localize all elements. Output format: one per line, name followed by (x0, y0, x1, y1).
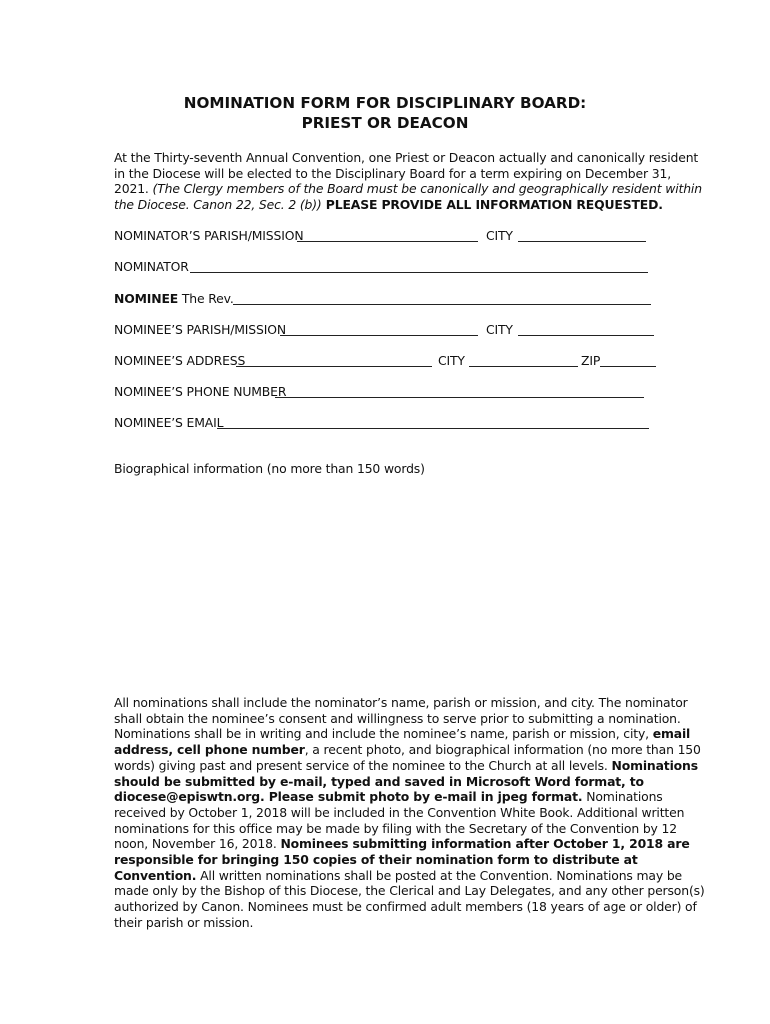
instructions-line (114, 789, 663, 805)
instructions-bold-text: Nominations (611, 757, 698, 773)
nominee-city-field[interactable] (518, 335, 654, 336)
instructions-line (114, 852, 659, 868)
instructions-text: Nominations shall be in writing and include the nominee’s name, parish or mission, city, (114, 726, 653, 742)
city-label: CITY (438, 353, 465, 368)
instructions-text: noon, November 16, 2018. (114, 836, 281, 852)
biographical-info-label: Biographical information (no more than 150 words) (114, 461, 425, 476)
intro-text: 2021. (114, 181, 153, 197)
instructions-line: made only by the Bishop of this Diocese, the Clerical and Lay Delegates, and any other person(s) (114, 883, 705, 899)
nominee-parish-label: NOMINEE’S PARISH/MISSION (114, 322, 286, 337)
city-label: CITY (486, 322, 513, 337)
instructions-line: their parish or mission. (114, 914, 254, 930)
intro-line (114, 181, 702, 197)
nominee-phone-row (114, 384, 659, 402)
zip-label: ZIP (581, 353, 601, 368)
instructions-bold-text: Convention. (114, 867, 197, 883)
nominee-parish-field[interactable] (280, 335, 478, 336)
instructions-bold-text: address, cell phone number (114, 742, 305, 758)
instructions-bold-text: responsible for bringing 150 copies of their nomination form to distribute at (114, 852, 638, 868)
submission-email-text: diocese@episwtn.org. Please submit photo by e-mail in jpeg format. (114, 789, 583, 805)
nominator-parish-row (114, 228, 659, 246)
nominee-field[interactable] (233, 304, 651, 305)
nominee-address-label: NOMINEE’S ADDRESS (114, 353, 246, 368)
intro-line (114, 196, 663, 213)
nominee-email-row (114, 415, 659, 433)
nominee-address-row (114, 353, 659, 371)
intro-line: in the Diocese will be elected to the Disciplinary Board for a term expiring on December 31, (114, 165, 671, 181)
instructions-text: Nominations (582, 789, 663, 805)
intro-line: At the Thirty-seventh Annual Convention, one Priest or Deacon actually and canonically resident (114, 150, 699, 165)
form-title-line1: NOMINATION FORM FOR DISCIPLINARY BOARD: (183, 94, 587, 112)
intro-italic-text: the Diocese. Canon 22, Sec. 2 (b)) (114, 196, 322, 212)
instructions-line (114, 742, 701, 758)
instructions-text: words) giving past and present service of the nominee to the Church at all levels. (114, 757, 612, 773)
instructions-bold-text: Nominees submitting information after October 1, 2018 are (280, 836, 690, 852)
nominee-row (114, 291, 659, 309)
nominee-label (114, 291, 234, 306)
instructions-line (114, 867, 683, 884)
nominee-email-label: NOMINEE’S EMAIL (114, 415, 224, 430)
intro-instruction: PLEASE PROVIDE ALL INFORMATION REQUESTED. (321, 196, 663, 212)
instructions-line (114, 757, 698, 774)
instructions-line: authorized by Canon. Nominees must be confirmed adult members (18 years of age or older) of (114, 899, 697, 915)
instructions-line (114, 774, 659, 790)
instructions-bold-text: should be submitted by e-mail, typed and saved in Microsoft Word format, to (114, 773, 644, 789)
nominee-phone-label: NOMINEE’S PHONE NUMBER (114, 384, 287, 399)
instructions-line: All nominations shall include the nominator’s name, parish or mission, and city. The nominator (114, 695, 688, 710)
nominee-phone-field[interactable] (275, 397, 644, 398)
nominator-parish-field[interactable] (297, 241, 478, 242)
instructions-text: All written nominations shall be posted at the Convention. Nominations may be (196, 867, 683, 883)
instructions-paragraph (114, 695, 705, 931)
nominator-city-field[interactable] (518, 241, 646, 242)
instructions-line: shall obtain the nominee’s consent and willingness to serve prior to submitting a nomination. (114, 710, 681, 726)
instructions-line (114, 836, 690, 852)
instructions-line: received by October 1, 2018 will be included in the Convention White Book. Additional written (114, 804, 685, 820)
instructions-bold-text: email (652, 726, 691, 742)
nominator-field[interactable] (190, 272, 648, 273)
nominee-address-field[interactable] (236, 366, 432, 367)
instructions-line (114, 726, 691, 742)
nominator-row (114, 259, 659, 277)
city-label: CITY (486, 228, 513, 243)
nominee-address-city-field[interactable] (469, 366, 578, 367)
instructions-line: nominations for this office may be made by filing with the Secretary of the Convention by 12 (114, 820, 677, 836)
intro-italic-text: (The Clergy members of the Board must be canonically and geographically resident within (152, 181, 702, 197)
nominee-title: The Rev. (178, 291, 234, 306)
instructions-text: , a recent photo, and biographical information (no more than 150 (304, 742, 701, 758)
nominee-parish-row (114, 322, 659, 340)
form-title-line2: PRIEST OR DEACON (301, 114, 469, 132)
intro-paragraph (114, 150, 702, 212)
nominator-parish-label: NOMINATOR’S PARISH/MISSION (114, 228, 304, 243)
nominee-email-field[interactable] (217, 428, 649, 429)
nominator-label: NOMINATOR (114, 259, 189, 274)
zip-field[interactable] (600, 366, 656, 367)
nominee-label-bold: NOMINEE (114, 291, 179, 306)
